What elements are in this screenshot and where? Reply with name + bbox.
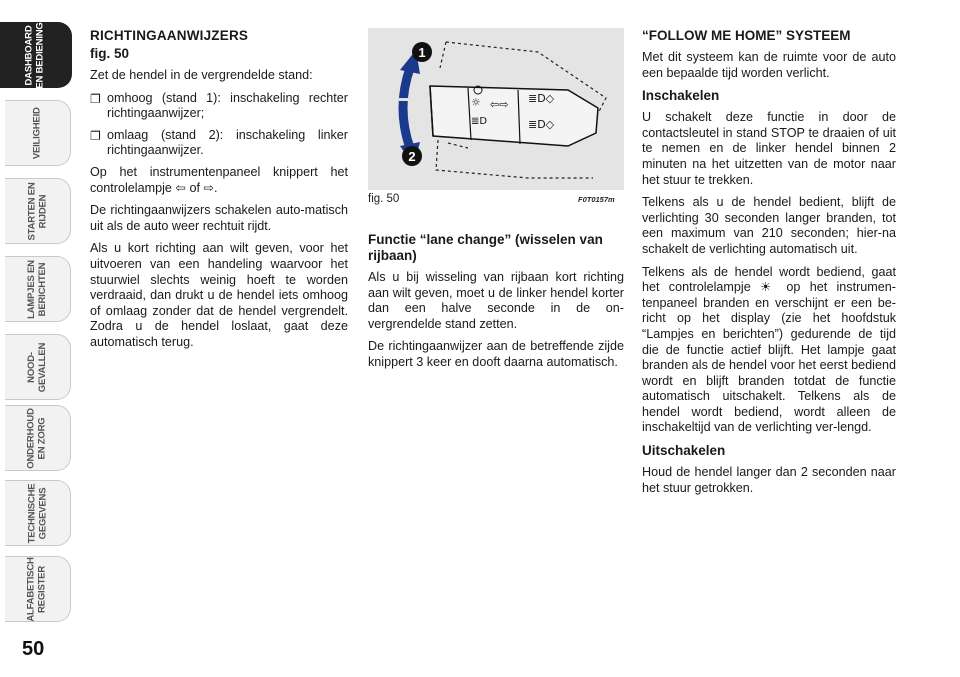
bullet-text: omhoog (stand 1): inschakeling rechter richtingaanwijzer; <box>107 90 348 121</box>
paragraph: Als u kort richting aan wilt geven, voor het uitvoeren van een handeling waarvoor het stuurwiel slechts weinig hoeft te worden verdraaid, dan drukt u de hendel iets omhoog of omlaag zonder dat de hendel vergrendelt. Zodra u de hendel loslaat, gaat deze automatisch terug. <box>90 241 348 349</box>
section-heading: RICHTINGAANWIJZERS <box>90 28 249 43</box>
bullet-item <box>90 128 348 159</box>
tab-safety[interactable] <box>5 100 71 166</box>
svg-text:☼: ☼ <box>471 96 481 109</box>
tab-technical-data[interactable] <box>5 480 71 546</box>
paragraph: De richtingaanwijzers schakelen auto-matisch uit als de auto weer rechtuit rijdt. <box>90 203 348 233</box>
paragraph: Zet de hendel in de vergrendelde stand: <box>90 68 313 82</box>
tab-starting-driving[interactable] <box>5 178 71 244</box>
subsection-heading: Uitschakelen <box>642 443 726 459</box>
tab-label: LAMPJES EN BERICHTEN <box>26 259 48 319</box>
checkbox-bullet-icon: ❐ <box>90 91 101 106</box>
chapter-sidebar <box>0 0 75 677</box>
tab-label: ONDERHOUD EN ZORG <box>25 407 48 469</box>
column-lane-change <box>368 232 624 378</box>
svg-text:⇦⇨: ⇦⇨ <box>490 98 509 111</box>
paragraph: Als u bij wisseling van rijbaan kort richting aan wilt geven, moet u de linker hendel korter dan een halve seconde in de on-vergrendelde stand zetten. <box>368 270 624 331</box>
figure-caption: fig. 50 <box>368 193 400 205</box>
tab-maintenance[interactable] <box>5 405 71 471</box>
paragraph: Met dit systeem kan de ruimte voor de auto een bepaalde tijd worden verlicht. <box>642 50 896 80</box>
tab-label: NOOD- GEVALLEN <box>25 342 48 392</box>
section-heading: Functie “lane change” (wisselen van rijbaan) <box>368 232 603 263</box>
column-turn-signals <box>90 28 348 358</box>
paragraph: U schakelt deze functie in door de contactsleutel in stand STOP te draaien of uit te nemen en de linker hendel binnen 2 minuten na het uitzetten van de motor naar het stuur te trekken. <box>642 110 896 187</box>
bullet-item <box>90 91 348 122</box>
paragraph: Op het instrumentenpaneel knippert het controlelampje ⇦ of ⇨. <box>90 164 348 195</box>
column-follow-me-home <box>642 28 896 503</box>
position-marker-2: 2 <box>408 149 416 164</box>
tab-label: ALFABETISCH REGISTER <box>26 556 48 622</box>
svg-text:≣D◇: ≣D◇ <box>528 92 555 105</box>
stalk-illustration <box>368 28 624 190</box>
paragraph: Telkens als de hendel wordt bediend, gaat het controlelampje ☀ op het instrumen-tenpaneel branden en verschijnt er een be-richt op het display (zie het hoofdstuk “Lampjes en berichten”) gedurende de tijd die de functie actief blijft. Het lampje gaat branden als de hendel voor het eerst bediend wordt en blijft branden totdat de functie automatisch uitschakelt. Telkens als de hendel wordt bediend, wordt alleen de inschakeltijd van de verlichting ver-lengd. <box>642 264 896 435</box>
tab-label: STARTEN EN RIJDEN <box>26 182 48 240</box>
paragraph: Telkens als u de hendel bedient, blijft de verlichting 30 seconden langer branden, tot een maximum van 210 seconden; hier-na schakelt de verlichting automatisch uit. <box>642 195 896 256</box>
svg-text:≣D◇: ≣D◇ <box>528 118 555 131</box>
tab-label: VEILIGHEID <box>31 107 43 159</box>
position-marker-1: 1 <box>418 45 426 60</box>
checkbox-bullet-icon: ❐ <box>90 128 101 143</box>
tab-index[interactable] <box>5 556 71 622</box>
tab-emergencies[interactable] <box>5 334 71 400</box>
subsection-heading: Inschakelen <box>642 88 720 104</box>
tab-label: TECHNISCHE GEGEVENS <box>25 483 48 543</box>
bullet-text: omlaag (stand 2): inschakeling linker richtingaanwijzer. <box>107 127 348 158</box>
tab-label: DASHBOARD EN BEDIENING <box>23 21 46 89</box>
page-number: 50 <box>22 638 45 660</box>
stalk-drawing <box>368 28 624 190</box>
paragraph: De richtingaanwijzer aan de betreffende zijde knippert 3 keer en dooft daarna automatisch. <box>368 339 624 369</box>
paragraph: Houd de hendel langer dan 2 seconden naar het stuur getrokken. <box>642 465 896 495</box>
svg-text:≣D: ≣D <box>471 116 488 127</box>
figure-reference: fig. 50 <box>90 46 130 61</box>
tab-warning-lights[interactable] <box>5 256 71 322</box>
tab-dashboard[interactable] <box>0 22 72 88</box>
section-heading: “FOLLOW ME HOME” SYSTEEM <box>642 28 851 43</box>
figure-code: F0T0157m <box>578 195 615 204</box>
